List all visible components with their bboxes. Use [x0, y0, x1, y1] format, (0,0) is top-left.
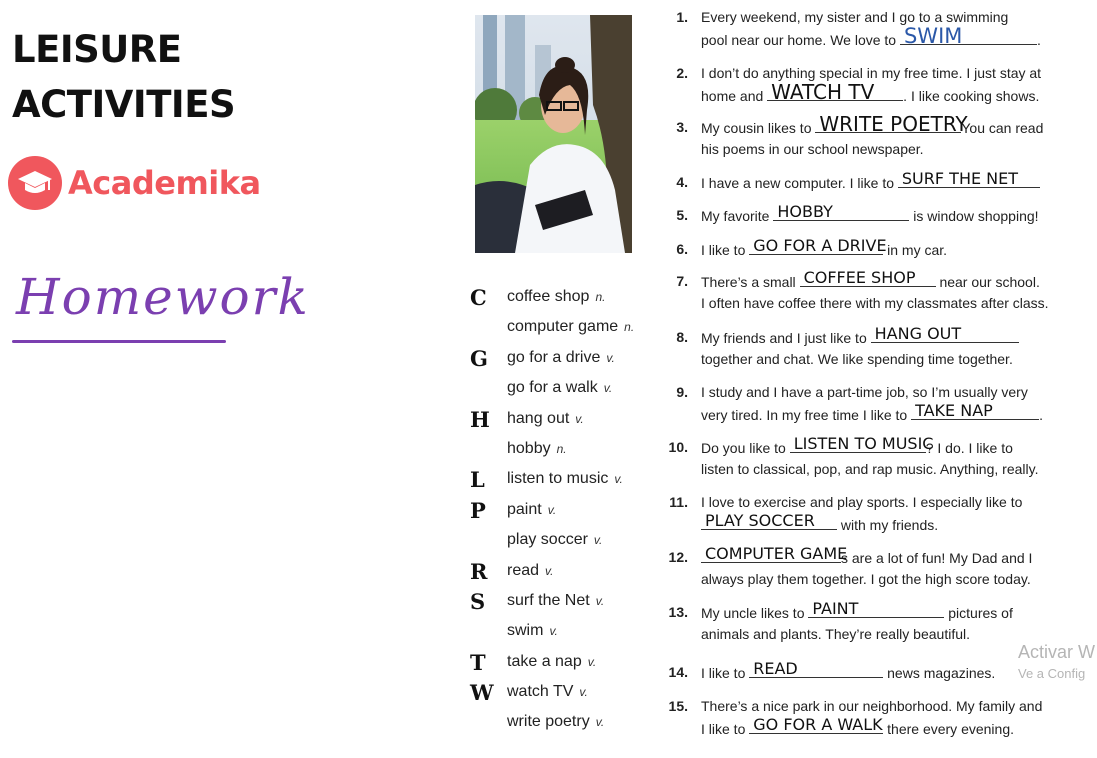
answer-blank[interactable] [749, 717, 883, 734]
exercise-number: 14. [668, 664, 688, 680]
vocab-part-of-speech: v. [593, 533, 603, 548]
title-line-2: ACTIVITIES [12, 83, 236, 126]
vocab-word [507, 683, 588, 701]
vocab-part-of-speech: v. [575, 411, 584, 426]
exercise-text: together and chat. We like spending time together. [701, 351, 1013, 367]
exercise-text: near our school. [935, 274, 1040, 290]
exercise-line-2 [701, 568, 1031, 590]
vocab-part-of-speech: n. [595, 290, 606, 304]
exercise-text: there every evening. [883, 721, 1014, 737]
exercise-line-1 [701, 270, 1040, 293]
exercise-line-2 [701, 292, 1049, 314]
vocab-item [470, 497, 660, 527]
exercise-number: 3. [676, 119, 688, 135]
vocab-word-text: play soccer [507, 531, 588, 549]
exercise-line-1 [701, 601, 1013, 624]
vocab-part-of-speech: v. [545, 563, 554, 578]
windows-activation-watermark [1018, 641, 1095, 685]
vocab-part-of-speech: v. [595, 715, 605, 730]
answer-blank[interactable] [871, 326, 1019, 343]
vocab-part-of-speech: v. [547, 502, 557, 517]
exercise-line-2 [701, 458, 1038, 480]
exercise-text: I don’t do anything special in my free time. I just stay at [701, 65, 1042, 81]
vocab-word [507, 440, 567, 458]
exercise-line-1 [701, 546, 1032, 569]
answer-blank[interactable] [749, 236, 887, 255]
vocab-word-text: listen to music [507, 470, 609, 488]
exercise-line-2 [701, 80, 1040, 107]
vocab-word [507, 622, 558, 640]
exercise-text: . [1036, 32, 1041, 48]
academika-logo [8, 156, 261, 210]
exercise-item [664, 491, 1064, 535]
exercise-line-2 [701, 513, 938, 536]
exercise-text: My cousin likes to [701, 120, 816, 136]
vocab-word [507, 713, 604, 731]
exercise-text: in my car. [883, 242, 948, 258]
vocab-item [470, 649, 660, 679]
vocab-item [470, 406, 660, 436]
vocab-part-of-speech: v. [549, 624, 558, 639]
answer-blank[interactable] [749, 661, 883, 678]
exercise-item [664, 112, 1064, 160]
vocab-letter: L [470, 467, 485, 493]
woman-with-tablet-photo [475, 15, 632, 253]
handwritten-answer: PLAY SOCCER [705, 511, 815, 530]
vocab-item [470, 618, 660, 648]
vocab-word [507, 410, 584, 428]
handwritten-answer: WRITE POETRY [819, 112, 968, 136]
exercise-text: his poems in our school newspaper. [701, 141, 924, 157]
worksheet-title [12, 22, 235, 132]
exercise-item [664, 601, 1064, 645]
vocab-word-text: go for a walk [507, 379, 598, 397]
exercise-line-1 [701, 112, 1044, 139]
exercise-item [664, 381, 1064, 425]
exercise-number: 4. [676, 174, 688, 190]
vocab-word-text: write poetry [507, 713, 590, 731]
vocab-letter: H [470, 406, 490, 432]
handwritten-answer: WATCH TV [771, 80, 875, 104]
vocab-word-text: coffee shop [507, 288, 590, 305]
exercise-item [664, 326, 1064, 370]
vocab-item [470, 679, 660, 709]
handwritten-homework: Homework [16, 268, 310, 326]
exercise-line-1 [701, 238, 947, 261]
exercise-text: I like to [701, 665, 750, 681]
exercise-line-2 [701, 348, 1013, 370]
answer-blank[interactable] [800, 270, 936, 287]
exercise-number: 1. [676, 9, 688, 25]
exercise-text: I often have coffee there with my classmates after class. [701, 295, 1049, 311]
vocab-word [507, 531, 602, 549]
vocab-letter: C [470, 285, 487, 310]
exercise-text: My uncle likes to [701, 605, 809, 621]
vocab-word-text: hang out [507, 409, 570, 427]
exercise-text: always play them together. I got the high score today. [701, 571, 1031, 587]
vocab-letter: P [470, 497, 486, 523]
vocab-item [470, 588, 660, 618]
vocab-word-text: hobby [507, 439, 551, 457]
handwritten-answer: COMPUTER GAME [705, 544, 848, 563]
exercise-number: 6. [676, 241, 688, 257]
exercise-text: I like to [701, 242, 750, 258]
vocab-part-of-speech: v. [606, 350, 615, 365]
handwritten-answer: HANG OUT [874, 324, 962, 343]
exercise-text: You can read [961, 120, 1044, 136]
exercise-line-1 [701, 171, 1040, 194]
exercise-number: 8. [676, 329, 688, 345]
exercise-text: home and [701, 88, 768, 104]
exercise-text: My friends and I just like to [701, 330, 871, 346]
answer-blank[interactable] [701, 513, 837, 530]
answer-blank[interactable] [911, 403, 1039, 420]
vocab-word [507, 562, 553, 580]
vocab-part-of-speech: v. [595, 593, 605, 608]
vocab-word [507, 592, 604, 610]
answer-blank[interactable] [767, 80, 903, 104]
exercise-line-1 [701, 436, 1013, 459]
vocab-letter: T [470, 649, 486, 675]
vocab-word-text: surf the Net [507, 591, 590, 609]
answer-blank[interactable] [815, 112, 968, 136]
exercise-text: My favorite [701, 208, 774, 224]
exercise-line-2 [701, 717, 1014, 740]
vocab-word-text: paint [507, 500, 542, 518]
graduation-cap-icon [8, 156, 62, 210]
vocab-word [507, 470, 623, 488]
handwritten-underline [12, 340, 226, 343]
vocab-item [470, 558, 660, 588]
handwritten-answer: HOBBY [777, 202, 833, 221]
exercise-number: 13. [668, 604, 688, 620]
exercise-text: pictures of [944, 605, 1013, 621]
exercise-item [664, 62, 1064, 106]
vocab-word [507, 288, 605, 306]
handwritten-answer: TAKE NAP [915, 401, 993, 420]
vocab-word-text: go for a drive [507, 348, 601, 366]
vocab-letter: G [470, 345, 488, 371]
watermark-line-2: Ve a Config [1018, 666, 1086, 681]
exercise-line-2 [701, 24, 1041, 51]
vocab-item [470, 345, 660, 375]
answer-blank[interactable] [790, 434, 934, 453]
vocab-item [470, 527, 660, 557]
exercise-text: news magazines. [883, 665, 996, 681]
exercise-text: . I like cooking shows. [903, 88, 1040, 104]
exercise-text: I love to exercise and play sports. I especially like to [701, 494, 1023, 510]
handwritten-answer: GO FOR A WALK [753, 715, 883, 734]
watermark-line-1: Activar W [1018, 642, 1096, 662]
vocabulary-list [470, 284, 660, 740]
logo-text: Academika [68, 164, 261, 202]
handwritten-answer: GO FOR A DRIVE [753, 236, 887, 255]
exercise-text: s are a lot of fun! My Dad and I [841, 550, 1033, 566]
vocab-item [470, 709, 660, 739]
exercise-text: I like to [701, 721, 750, 737]
exercise-item [664, 270, 1064, 314]
vocab-part-of-speech: v. [603, 381, 613, 396]
vocab-item [470, 314, 660, 344]
vocab-word [507, 318, 634, 336]
vocab-letter: S [470, 588, 486, 614]
exercise-text: animals and plants. They’re really beautiful. [701, 626, 971, 642]
answer-blank[interactable] [701, 544, 848, 563]
exercise-text: very tired. In my free time I like to [701, 407, 912, 423]
exercise-text: . [1039, 407, 1043, 423]
vocab-word-text: take a nap [507, 652, 582, 670]
vocab-part-of-speech: n. [556, 441, 567, 456]
exercise-number: 2. [676, 65, 688, 81]
exercise-line-1 [701, 326, 1019, 349]
vocab-word-text: computer game [507, 318, 619, 336]
vocab-part-of-speech: v. [579, 685, 588, 700]
exercise-line-2 [701, 138, 924, 160]
vocab-letter: R [470, 558, 488, 584]
exercise-number: 10. [668, 439, 688, 455]
exercise-text: Every weekend, my sister and I go to a swimming [701, 9, 1009, 25]
vocab-word [507, 349, 615, 367]
title-line-1: LEISURE [12, 28, 182, 71]
exercise-item [664, 436, 1064, 480]
vocab-item [470, 436, 660, 466]
handwritten-answer: PAINT [812, 599, 859, 618]
handwritten-answer: SURF THE NET [901, 169, 1019, 188]
exercise-text: pool near our home. We love to [701, 32, 900, 48]
vocab-item [470, 284, 660, 314]
exercise-text: ? I do. I like to [925, 440, 1013, 456]
vocab-word-text: read [507, 561, 540, 579]
handwritten-answer: SWIM [903, 24, 963, 48]
exercise-number: 7. [676, 273, 688, 289]
exercise-line-2 [701, 623, 970, 645]
exercise-number: 9. [676, 384, 688, 400]
handwritten-answer: COFFEE SHOP [803, 268, 916, 287]
vocab-letter: W [470, 680, 494, 706]
exercise-number: 15. [668, 698, 688, 714]
vocab-word [507, 653, 596, 671]
exercise-text: I have a new computer. I like to [701, 175, 898, 191]
vocab-item [470, 375, 660, 405]
answer-blank[interactable] [773, 204, 909, 221]
exercise-line-2 [701, 403, 1043, 426]
exercise-number: 11. [669, 494, 688, 510]
vocab-word [507, 501, 556, 519]
exercise-text: with my friends. [837, 517, 939, 533]
exercise-text: listen to classical, pop, and rap music. Anything, really. [701, 461, 1039, 477]
vocab-item [470, 466, 660, 496]
vocab-word-text: swim [507, 622, 544, 640]
exercise-text: There’s a small [701, 274, 800, 290]
vocab-part-of-speech: v. [614, 472, 623, 487]
answer-blank[interactable] [898, 171, 1040, 188]
handwritten-answer: LISTEN TO MUSIC [793, 434, 934, 453]
exercise-text: There’s a nice park in our neighborhood. My family and [701, 698, 1043, 714]
exercise-number: 12. [668, 549, 688, 565]
exercise-text: is window shopping! [909, 208, 1039, 224]
vocab-part-of-speech: n. [624, 320, 635, 335]
vocab-part-of-speech: v. [587, 654, 597, 669]
exercise-number: 5. [676, 207, 688, 223]
vocab-word [507, 379, 612, 397]
exercise-line-1 [701, 204, 1039, 227]
exercise-item [664, 546, 1064, 590]
exercise-item [664, 695, 1064, 739]
handwritten-answer: READ [753, 659, 798, 678]
vocab-word-text: watch TV [507, 683, 574, 701]
exercise-item [664, 6, 1064, 50]
exercise-text: Do you like to [701, 440, 790, 456]
answer-blank[interactable] [900, 24, 1037, 48]
exercise-text: I study and I have a part-time job, so I’m usually very [701, 384, 1028, 400]
exercise-line-1 [701, 661, 995, 684]
answer-blank[interactable] [808, 601, 944, 618]
